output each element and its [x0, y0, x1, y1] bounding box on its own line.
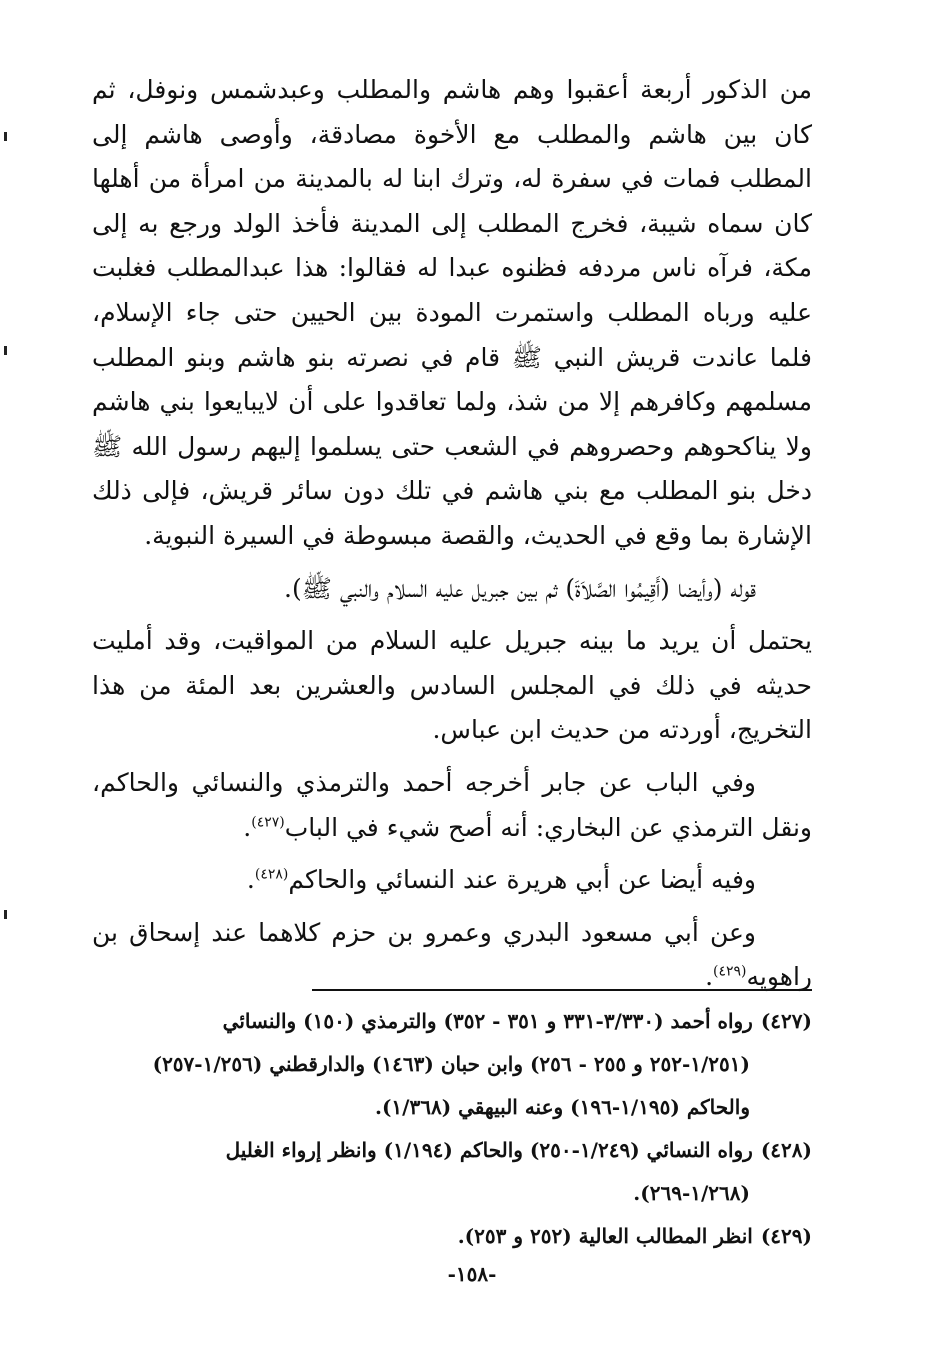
footnote-429 — [92, 1215, 812, 1258]
paragraph: من الذكور أربعة أعقبوا وهم هاشم والمطلب وعبدشمس ونوفل، ثم كان بين هاشم والمطلب مع الأخوة مصادقة، وأوصى هاشم إلى المطلب فمات في سفرة له، وترك ابنا له بالمدينة من امرأة من أهلها كان سماه شيبة، فخرج المطلب إلى المدينة فأخذ الولد ورجع به إلى مكة، فرآه ناس مردفه فظنوه عبدا له فقالوا: هذا عبدالمطلب فغلبت عليه ورباه المطلب واستمرت المودة بين الحيين حتى جاء الإسلام، فلما عاندت قريش النبي ﷺ قام في نصرته بنو هاشم وبنو المطلب مسلمهم وكافرهم إلا من شذ، ولما تعاقدوا على أن لايبايعوا بني هاشم ولا يناكحوهم وحصروهم في الشعب حتى يسلموا إليهم رسول الله ﷺ دخل بنو المطلب مع بني هاشم في تلك دون سائر قريش، فإلى ذلك الإشارة بما وقع في الحديث، والقصة مبسوطة في السيرة النبوية. — [92, 75, 812, 550]
paragraph: قوله (وأيضا (أَقِيمُوا الصَّلاَةَ) ثم بين جبريل عليه السلام والنبي ﷺ). — [284, 573, 756, 603]
footnote-ref[interactable]: (٤٢٧) — [251, 814, 285, 831]
footnote-line: والحاكم (١/١٩٥-١٩٦) وعنه البيهقي (١/٣٦٨). — [374, 1095, 750, 1119]
paragraph: يحتمل أن يريد ما بينه جبريل عليه السلام من المواقيت، وقد أمليت حديثه في ذلك في المجلس السادس والعشرين بعد المئة من هذا التخريج، أوردته من حديث ابن عباس. — [92, 626, 812, 745]
footnote-line: (١/٢٥١-٢٥٢ و ٢٥٥ - ٢٥٦) وابن حبان (١٤٦٣) والدارقطني (١/٢٥٦-٢٥٧) — [152, 1052, 750, 1076]
footnote-line: رواه أحمد (٣/٣٣٠-٣٣١ و ٣٥١ - ٣٥٢) والترمذي (١٥٠) والنسائي — [222, 1009, 753, 1033]
paragraph: وعن أبي مسعود البدري وعمرو بن حزم كلاهما عند إسحاق بن راهويه$^{(٤٢٩)}$. — [92, 917, 812, 992]
footnote-ref[interactable]: (٤٢٨) — [254, 866, 289, 883]
footnote-428 — [92, 1129, 812, 1215]
paragraph-text: وفي الباب عن جابر أخرجه أحمد والترمذي والنسائي والحاكم، ونقل الترمذي عن البخاري: أنه أصح شيء في الباب — [92, 767, 812, 842]
paragraph: وفي الباب عن جابر أخرجه أحمد والترمذي والنسائي والحاكم، ونقل الترمذي عن البخاري: أنه أصح شيء في الباب$^{(٤٢٧)}$. — [92, 767, 812, 842]
footnote-number: (٤٢٨) — [760, 1138, 812, 1162]
page-number: -١٥٨- — [447, 1262, 497, 1286]
footnote-line: انظر المطالب العالية (٢٥٢ و ٢٥٣). — [457, 1224, 753, 1248]
scan-mark — [4, 910, 7, 919]
paragraph-text: وفيه أيضا عن أبي هريرة عند النسائي والحاكم — [288, 865, 756, 895]
main-text — [92, 68, 812, 1008]
footnote-ref[interactable]: (٤٢٩) — [713, 963, 747, 980]
scan-mark — [4, 132, 7, 141]
footnote-427 — [92, 1000, 812, 1129]
footnote-separator — [312, 989, 812, 991]
footnote-line: رواه النسائي (١/٢٤٩-٢٥٠) والحاكم (١/١٩٤) وانظر إرواء الغليل — [225, 1138, 753, 1162]
footnote-number: (٤٢٩) — [760, 1224, 812, 1248]
footnote-line: (١/٢٦٨-٢٦٩). — [633, 1181, 750, 1205]
paragraph-text: وعن أبي مسعود البدري وعمرو بن حزم كلاهما عند إسحاق بن راهويه — [92, 917, 812, 992]
footnote-number: (٤٢٧) — [760, 1009, 812, 1033]
scan-mark — [4, 346, 7, 355]
footnotes — [92, 1000, 812, 1258]
paragraph: وفيه أيضا عن أبي هريرة عند النسائي والحاكم$^{(٤٢٨)}$. — [246, 865, 756, 895]
